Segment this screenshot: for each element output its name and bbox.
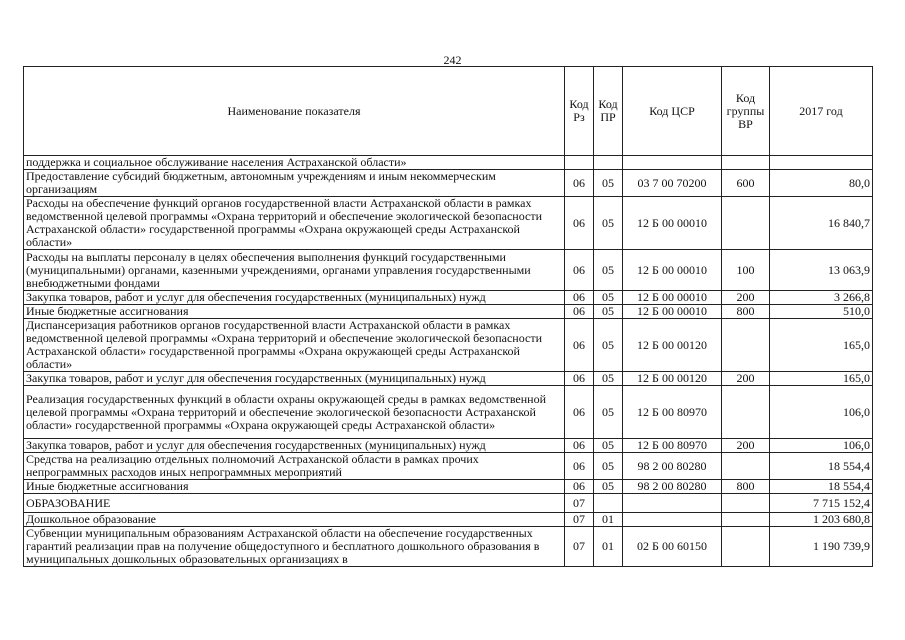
row-csr: 02 Б 00 60150 xyxy=(623,527,722,567)
table-row xyxy=(24,494,873,513)
row-amount: 18 554,4 xyxy=(770,453,873,480)
row-csr xyxy=(623,494,722,513)
table-row xyxy=(24,480,873,494)
row-amount: 1 203 680,8 xyxy=(770,513,873,527)
row-pr: 05 xyxy=(594,453,623,480)
row-amount: 106,0 xyxy=(770,439,873,453)
row-pr: 05 xyxy=(594,291,623,305)
row-vr: 800 xyxy=(722,305,770,319)
row-csr xyxy=(623,513,722,527)
row-amount: 13 063,9 xyxy=(770,250,873,291)
row-name: Закупка товаров, работ и услуг для обеспечения государственных (муниципальных) нужд xyxy=(24,291,565,305)
row-rz: 06 xyxy=(565,386,594,439)
row-pr: 05 xyxy=(594,386,623,439)
row-pr: 05 xyxy=(594,250,623,291)
row-name: Дошкольное образование xyxy=(24,513,565,527)
row-rz: 07 xyxy=(565,527,594,567)
row-amount: 1 190 739,9 xyxy=(770,527,873,567)
page-number: 242 xyxy=(443,53,462,67)
row-csr: 12 Б 00 80970 xyxy=(623,439,722,453)
row-csr: 12 Б 00 00120 xyxy=(623,319,722,372)
row-vr xyxy=(722,156,770,170)
row-csr: 03 7 00 70200 xyxy=(623,170,722,197)
row-name: Диспансеризация работников органов государственной власти Астраханской области в рамках ведомственной целевой программы «Охрана территорий и обеспечение экологической безопасности Астраханской области» государственной программы «Охрана окружающей среды Астраханской области» xyxy=(24,319,565,372)
row-csr: 12 Б 00 00010 xyxy=(623,197,722,250)
row-rz: 06 xyxy=(565,291,594,305)
row-pr: 01 xyxy=(594,527,623,567)
table-row xyxy=(24,250,873,291)
row-name: Субвенции муниципальным образованиям Астраханской области на обеспечение государственных гарантий реализации прав на получение общедоступного и бесплатного дошкольного образования в муниципальных дошкольных образовательных организациях в xyxy=(24,527,565,567)
row-name: Расходы на выплаты персоналу в целях обеспечения выполнения функций государственными (муниципальными) органами, казенными учреждениями, органами управления государственными внебюджетными фондами xyxy=(24,250,565,291)
row-amount: 18 554,4 xyxy=(770,480,873,494)
row-vr: 600 xyxy=(722,170,770,197)
row-pr: 05 xyxy=(594,197,623,250)
header-rz: Код Рз xyxy=(565,67,594,156)
budget-table xyxy=(23,66,873,567)
row-rz: 06 xyxy=(565,197,594,250)
row-rz: 06 xyxy=(565,480,594,494)
header-pr: Код ПР xyxy=(594,67,623,156)
header-name: Наименование показателя xyxy=(24,67,565,156)
row-pr xyxy=(594,494,623,513)
row-amount: 80,0 xyxy=(770,170,873,197)
row-vr xyxy=(722,386,770,439)
row-name: Иные бюджетные ассигнования xyxy=(24,480,565,494)
row-rz: 07 xyxy=(565,513,594,527)
row-name: ОБРАЗОВАНИЕ xyxy=(24,494,565,513)
row-rz: 06 xyxy=(565,170,594,197)
row-csr: 98 2 00 80280 xyxy=(623,480,722,494)
row-name: Закупка товаров, работ и услуг для обеспечения государственных (муниципальных) нужд xyxy=(24,372,565,386)
row-vr: 200 xyxy=(722,291,770,305)
header-year: 2017 год xyxy=(770,67,873,156)
row-amount: 16 840,7 xyxy=(770,197,873,250)
row-csr: 12 Б 00 00010 xyxy=(623,291,722,305)
row-name: Иные бюджетные ассигнования xyxy=(24,305,565,319)
row-pr xyxy=(594,156,623,170)
row-vr: 200 xyxy=(722,372,770,386)
row-amount: 510,0 xyxy=(770,305,873,319)
row-csr: 12 Б 00 80970 xyxy=(623,386,722,439)
row-csr: 12 Б 00 00010 xyxy=(623,305,722,319)
row-vr: 100 xyxy=(722,250,770,291)
row-name: поддержка и социальное обслуживание населения Астраханской области» xyxy=(24,156,565,170)
row-rz: 06 xyxy=(565,305,594,319)
row-pr: 05 xyxy=(594,439,623,453)
row-vr xyxy=(722,527,770,567)
row-csr: 12 Б 00 00120 xyxy=(623,372,722,386)
row-rz: 06 xyxy=(565,439,594,453)
row-pr: 05 xyxy=(594,170,623,197)
row-pr: 01 xyxy=(594,513,623,527)
row-vr: 800 xyxy=(722,480,770,494)
row-amount: 165,0 xyxy=(770,319,873,372)
table-row xyxy=(24,319,873,372)
row-amount: 7 715 152,4 xyxy=(770,494,873,513)
row-amount xyxy=(770,156,873,170)
row-vr xyxy=(722,319,770,372)
table-row xyxy=(24,513,873,527)
row-pr: 05 xyxy=(594,372,623,386)
table-row xyxy=(24,527,873,567)
row-name: Предоставление субсидий бюджетным, автономным учреждениям и иным некоммерческим организациям xyxy=(24,170,565,197)
row-name: Закупка товаров, работ и услуг для обеспечения государственных (муниципальных) нужд xyxy=(24,439,565,453)
row-rz: 07 xyxy=(565,494,594,513)
table-row xyxy=(24,305,873,319)
row-amount: 106,0 xyxy=(770,386,873,439)
table-row xyxy=(24,170,873,197)
table-row xyxy=(24,372,873,386)
header-vr: Код группы ВР xyxy=(722,67,770,156)
row-amount: 3 266,8 xyxy=(770,291,873,305)
table-row xyxy=(24,439,873,453)
row-vr: 200 xyxy=(722,439,770,453)
table-row xyxy=(24,386,873,439)
row-name: Расходы на обеспечение функций органов государственной власти Астраханской области в рамках ведомственной целевой программы «Охрана территорий и обеспечение экологической безопасности Астраханской области» государственной программы «Охрана окружающей среды Астраханской области» xyxy=(24,197,565,250)
row-pr: 05 xyxy=(594,319,623,372)
row-rz: 06 xyxy=(565,319,594,372)
table-header-row xyxy=(24,67,873,156)
row-rz: 06 xyxy=(565,372,594,386)
row-name: Реализация государственных функций в области охраны окружающей среды в рамках ведомственной целевой программы «Охрана территорий и обеспечение экологической безопасности Астраханской области» государственной программы «Охрана окружающей среды Астраханской области» xyxy=(24,386,565,439)
row-vr xyxy=(722,197,770,250)
row-name: Средства на реализацию отдельных полномочий Астраханской области в рамках прочих непрограммных расходов иных непрограммных мероприятий xyxy=(24,453,565,480)
row-vr xyxy=(722,513,770,527)
row-pr: 05 xyxy=(594,305,623,319)
row-csr: 12 Б 00 00010 xyxy=(623,250,722,291)
row-vr xyxy=(722,494,770,513)
row-csr: 98 2 00 80280 xyxy=(623,453,722,480)
row-rz: 06 xyxy=(565,453,594,480)
table-row xyxy=(24,453,873,480)
header-csr: Код ЦСР xyxy=(623,67,722,156)
row-amount: 165,0 xyxy=(770,372,873,386)
table-row xyxy=(24,291,873,305)
table-row xyxy=(24,156,873,170)
row-rz: 06 xyxy=(565,250,594,291)
row-csr xyxy=(623,156,722,170)
row-rz xyxy=(565,156,594,170)
table-row xyxy=(24,197,873,250)
row-pr: 05 xyxy=(594,480,623,494)
row-vr xyxy=(722,453,770,480)
